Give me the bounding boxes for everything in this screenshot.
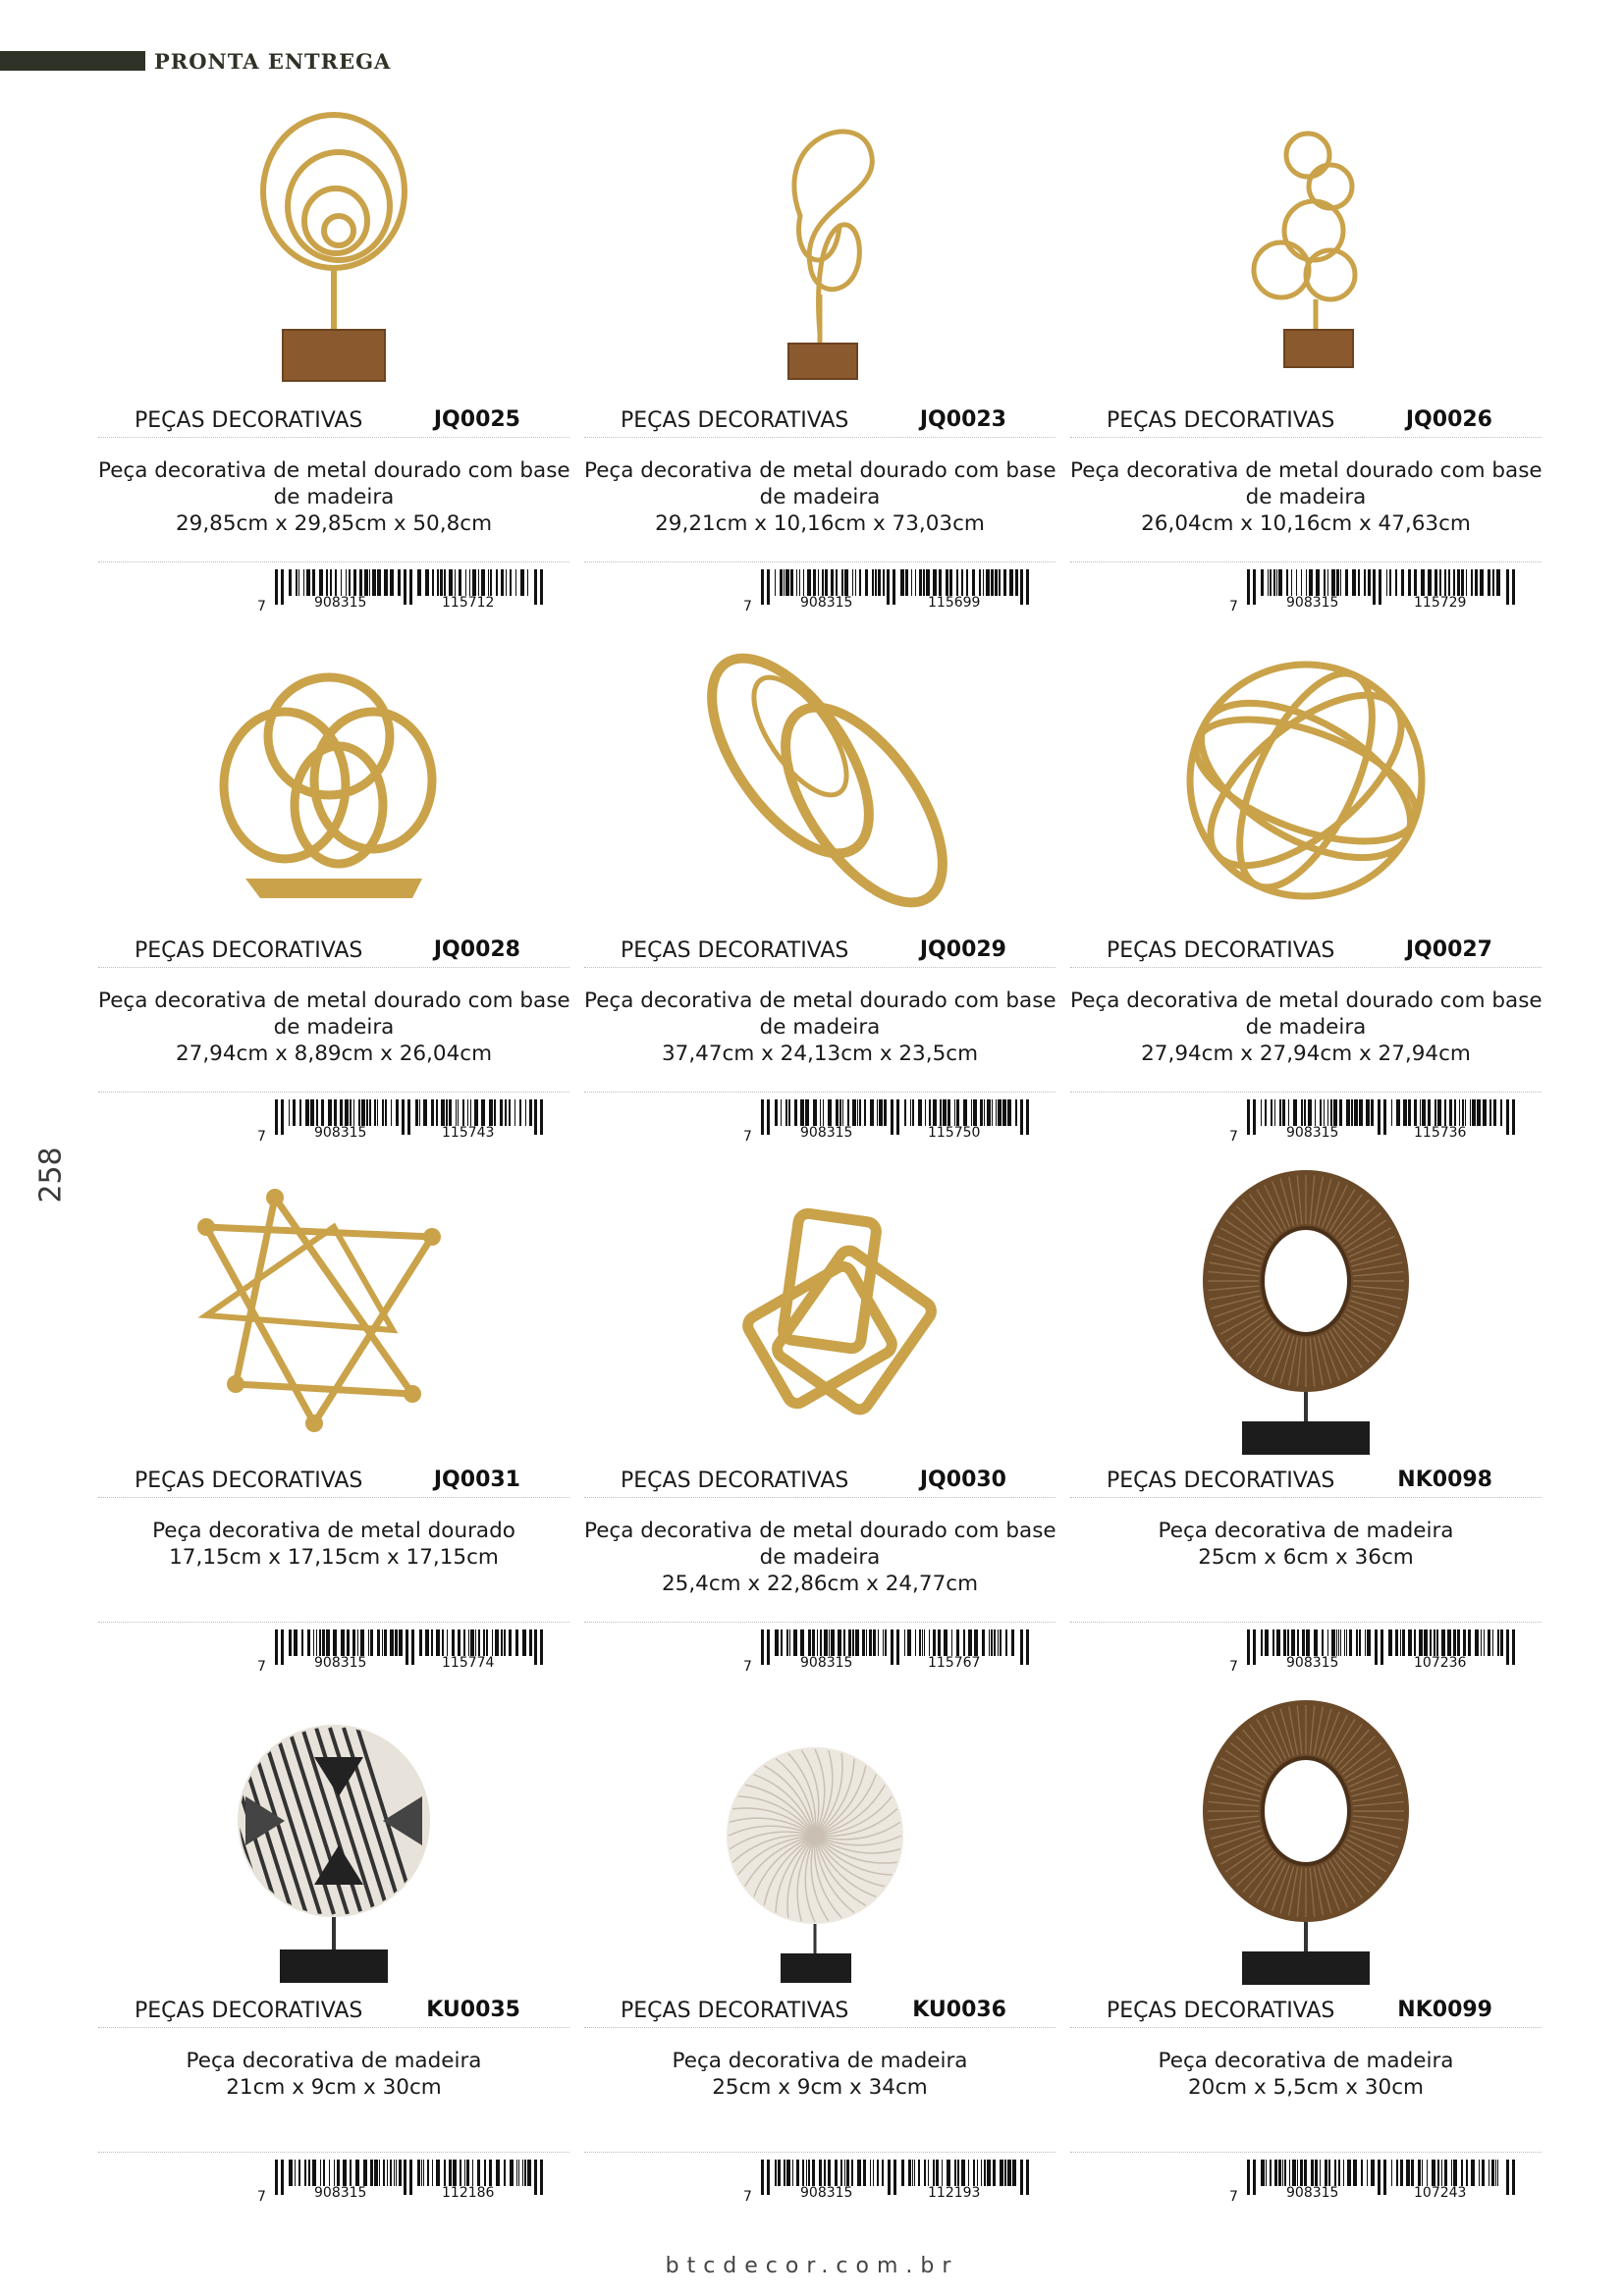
product-description — [98, 2048, 569, 2101]
gold-chain-rings-sculpture-icon — [1139, 98, 1473, 402]
product-image[interactable] — [1139, 628, 1473, 933]
product-description — [98, 457, 569, 537]
gold-square-knot-icon — [653, 1158, 987, 1463]
barcode-graphic — [1218, 2158, 1532, 2207]
product-image[interactable] — [1139, 98, 1473, 402]
footer-website[interactable]: btcdecor.com.br — [665, 2254, 959, 2278]
product-image[interactable] — [653, 628, 987, 933]
product-desc-line: de madeira — [759, 1545, 881, 1570]
divider — [584, 1497, 1056, 1498]
product-desc-line: Peça decorativa de metal dourado com base — [98, 458, 570, 483]
barcode-prefix: 7 — [1229, 1129, 1238, 1145]
product-barcode — [731, 2158, 1046, 2207]
product-category: PEÇAS DECORATIVAS — [1107, 408, 1335, 433]
barcode-right-digits: 107243 — [1414, 2185, 1467, 2201]
product-barcode — [731, 567, 1046, 616]
barcode-left-digits: 908315 — [800, 1125, 853, 1141]
product-barcode — [731, 1628, 1046, 1677]
barcode-prefix: 7 — [1229, 1659, 1238, 1675]
product-card[interactable] — [98, 1158, 569, 1688]
product-image[interactable] — [167, 628, 501, 933]
divider — [584, 1092, 1056, 1093]
page-number — [29, 1148, 73, 1201]
product-card[interactable] — [98, 628, 569, 1158]
product-category: PEÇAS DECORATIVAS — [1107, 1999, 1335, 2023]
barcode-left-digits: 908315 — [314, 1125, 367, 1141]
wooden-ring-disc-icon — [1139, 1688, 1473, 1993]
product-desc-line: Peça decorativa de metal dourado com base — [1070, 458, 1543, 483]
barcode-prefix: 7 — [1229, 599, 1238, 614]
divider — [1070, 2152, 1542, 2153]
product-card[interactable] — [1070, 98, 1542, 628]
product-desc-line: Peça decorativa de metal dourado com base — [1070, 988, 1543, 1013]
product-category: PEÇAS DECORATIVAS — [621, 408, 849, 433]
barcode-prefix: 7 — [257, 599, 266, 614]
product-desc-line: Peça decorativa de metal dourado — [152, 1519, 515, 1543]
barcode-left-digits: 908315 — [1286, 2185, 1339, 2201]
product-desc-line: 17,15cm x 17,15cm x 17,15cm — [169, 1545, 499, 1570]
product-card[interactable] — [1070, 1158, 1542, 1688]
product-desc-line: Peça decorativa de metal dourado com base — [584, 1519, 1056, 1543]
barcode-left-digits: 908315 — [800, 2185, 853, 2201]
barcode-graphic — [245, 567, 560, 616]
divider — [1070, 1497, 1542, 1498]
barcode-right-digits: 115767 — [928, 1655, 981, 1671]
product-barcode — [1218, 2158, 1532, 2207]
product-image[interactable] — [167, 98, 501, 402]
product-category: PEÇAS DECORATIVAS — [621, 1999, 849, 2023]
divider — [1070, 967, 1542, 968]
divider — [1070, 437, 1542, 438]
product-description — [584, 988, 1056, 1067]
product-code: JQ0025 — [433, 407, 520, 432]
product-card[interactable] — [98, 1688, 569, 2218]
divider — [98, 1497, 569, 1498]
product-card[interactable] — [1070, 1688, 1542, 2218]
product-code: NK0099 — [1397, 1998, 1492, 2022]
barcode-left-digits: 908315 — [314, 595, 367, 611]
product-card[interactable] — [584, 1688, 1056, 2218]
barcode-graphic — [731, 567, 1046, 616]
product-barcode — [731, 1097, 1046, 1147]
product-description — [1070, 1518, 1542, 1571]
product-category: PEÇAS DECORATIVAS — [135, 408, 363, 433]
barcode-prefix: 7 — [743, 599, 752, 614]
product-desc-line: Peça decorativa de metal dourado com base — [98, 988, 570, 1013]
product-description — [584, 2048, 1056, 2101]
product-desc-line: 27,94cm x 8,89cm x 26,04cm — [175, 1041, 493, 1066]
product-image[interactable] — [653, 1158, 987, 1463]
barcode-prefix: 7 — [743, 1129, 752, 1145]
barcode-right-digits: 115736 — [1414, 1125, 1467, 1141]
barcode-left-digits: 908315 — [800, 595, 853, 611]
product-desc-line: Peça decorativa de madeira — [1158, 2049, 1454, 2073]
white-carved-disc-icon — [653, 1688, 987, 1993]
product-desc-line: 29,85cm x 29,85cm x 50,8cm — [175, 511, 493, 536]
product-image[interactable] — [1139, 1158, 1473, 1463]
product-description — [1070, 988, 1542, 1067]
product-card[interactable] — [584, 98, 1056, 628]
product-description — [98, 988, 569, 1067]
barcode-left-digits: 908315 — [314, 1655, 367, 1671]
barcode-right-digits: 115699 — [928, 595, 981, 611]
product-desc-line: 20cm x 5,5cm x 30cm — [1188, 2075, 1424, 2100]
divider — [98, 1622, 569, 1623]
product-description — [1070, 2048, 1542, 2101]
product-desc-line: de madeira — [273, 485, 395, 509]
product-desc-line: 26,04cm x 10,16cm x 47,63cm — [1141, 511, 1471, 536]
barcode-prefix: 7 — [743, 1659, 752, 1675]
barcode-graphic — [1218, 567, 1532, 616]
divider — [584, 2152, 1056, 2153]
barcode-right-digits: 107236 — [1414, 1655, 1467, 1671]
product-barcode — [1218, 1097, 1532, 1147]
product-desc-line: Peça decorativa de madeira — [1158, 1519, 1454, 1543]
product-desc-line: 27,94cm x 27,94cm x 27,94cm — [1141, 1041, 1471, 1066]
divider — [98, 967, 569, 968]
gold-rings-sculpture-icon — [167, 98, 501, 402]
product-image[interactable] — [653, 98, 987, 402]
product-desc-line: Peça decorativa de madeira — [672, 2049, 968, 2073]
gold-loop-sculpture-icon — [653, 98, 987, 402]
product-category: PEÇAS DECORATIVAS — [135, 1468, 363, 1493]
product-code: KU0035 — [426, 1998, 520, 2022]
product-barcode — [1218, 567, 1532, 616]
barcode-graphic — [245, 2158, 560, 2207]
barcode-graphic — [245, 1097, 560, 1147]
product-code: NK0098 — [1397, 1468, 1492, 1492]
divider — [584, 1622, 1056, 1623]
divider — [1070, 1092, 1542, 1093]
product-desc-line: 21cm x 9cm x 30cm — [226, 2075, 442, 2100]
gold-interlocked-rings-icon — [167, 628, 501, 933]
product-desc-line: 25,4cm x 22,86cm x 24,77cm — [661, 1572, 979, 1596]
product-desc-line: Peça decorativa de metal dourado com base — [584, 988, 1056, 1013]
divider — [584, 437, 1056, 438]
product-image[interactable] — [653, 1688, 987, 1993]
product-card[interactable] — [1070, 628, 1542, 1158]
section-header — [0, 49, 432, 74]
product-barcode — [245, 1097, 560, 1147]
product-card[interactable] — [584, 1158, 1056, 1688]
product-code: JQ0031 — [433, 1468, 520, 1492]
product-desc-line: de madeira — [759, 485, 881, 509]
product-card[interactable] — [98, 98, 569, 628]
product-category: PEÇAS DECORATIVAS — [621, 1468, 849, 1493]
product-image[interactable] — [1139, 1688, 1473, 1993]
divider — [98, 2027, 569, 2028]
product-category: PEÇAS DECORATIVAS — [135, 1999, 363, 2023]
divider — [98, 2152, 569, 2153]
barcode-graphic — [245, 1628, 560, 1677]
barcode-graphic — [731, 1628, 1046, 1677]
product-category: PEÇAS DECORATIVAS — [1107, 1468, 1335, 1493]
gold-star-sculpture-icon — [167, 1158, 501, 1463]
product-desc-line: Peça decorativa de madeira — [186, 2049, 482, 2073]
product-code: JQ0023 — [919, 407, 1006, 432]
product-desc-line: de madeira — [1245, 485, 1367, 509]
barcode-right-digits: 112186 — [442, 2185, 495, 2201]
product-barcode — [245, 567, 560, 616]
product-code: KU0036 — [912, 1998, 1006, 2022]
barcode-prefix: 7 — [1229, 2189, 1238, 2205]
divider — [98, 1092, 569, 1093]
divider — [98, 561, 569, 562]
product-description — [1070, 457, 1542, 537]
product-code: JQ0028 — [433, 937, 520, 962]
product-code: JQ0027 — [1405, 937, 1492, 962]
product-barcode — [1218, 1628, 1532, 1677]
barcode-prefix: 7 — [257, 2189, 266, 2205]
page-number-text: 258 — [33, 1147, 69, 1203]
product-desc-line: de madeira — [1245, 1015, 1367, 1040]
barcode-right-digits: 115774 — [442, 1655, 495, 1671]
barcode-left-digits: 908315 — [1286, 1125, 1339, 1141]
barcode-left-digits: 908315 — [314, 2185, 367, 2201]
divider — [584, 967, 1056, 968]
barcode-graphic — [731, 1097, 1046, 1147]
product-category: PEÇAS DECORATIVAS — [135, 938, 363, 963]
divider — [584, 561, 1056, 562]
barcode-right-digits: 115743 — [442, 1125, 495, 1141]
barcode-graphic — [1218, 1628, 1532, 1677]
product-desc-line: 25cm x 9cm x 34cm — [712, 2075, 928, 2100]
divider — [584, 2027, 1056, 2028]
header-accent-bar — [0, 51, 145, 71]
product-code: JQ0026 — [1405, 407, 1492, 432]
product-desc-line: Peça decorativa de metal dourado com base — [584, 458, 1056, 483]
barcode-prefix: 7 — [257, 1129, 266, 1145]
barcode-right-digits: 115712 — [442, 595, 495, 611]
barcode-graphic — [1218, 1097, 1532, 1147]
divider — [1070, 561, 1542, 562]
product-code: JQ0029 — [919, 937, 1006, 962]
barcode-left-digits: 908315 — [1286, 595, 1339, 611]
patterned-disc-icon — [167, 1688, 501, 1993]
barcode-right-digits: 112193 — [928, 2185, 981, 2201]
product-barcode — [245, 2158, 560, 2207]
product-description — [98, 1518, 569, 1571]
product-desc-line: de madeira — [759, 1015, 881, 1040]
barcode-prefix: 7 — [743, 2189, 752, 2205]
divider — [1070, 1622, 1542, 1623]
divider — [1070, 2027, 1542, 2028]
gold-orb-sculpture-icon — [1139, 628, 1473, 933]
product-description — [584, 457, 1056, 537]
barcode-left-digits: 908315 — [800, 1655, 853, 1671]
product-desc-line: 37,47cm x 24,13cm x 23,5cm — [661, 1041, 979, 1066]
product-barcode — [245, 1628, 560, 1677]
product-desc-line: 25cm x 6cm x 36cm — [1198, 1545, 1414, 1570]
product-card[interactable] — [584, 628, 1056, 1158]
product-image[interactable] — [167, 1688, 501, 1993]
barcode-right-digits: 115729 — [1414, 595, 1467, 611]
product-description — [584, 1518, 1056, 1597]
barcode-left-digits: 908315 — [1286, 1655, 1339, 1671]
barcode-graphic — [731, 2158, 1046, 2207]
barcode-right-digits: 115750 — [928, 1125, 981, 1141]
product-image[interactable] — [167, 1158, 501, 1463]
product-desc-line: de madeira — [273, 1015, 395, 1040]
wooden-ring-disc-icon — [1139, 1158, 1473, 1463]
section-title: PRONTA ENTREGA — [154, 49, 392, 74]
gold-crossed-rings-icon — [653, 628, 987, 933]
product-desc-line: 29,21cm x 10,16cm x 73,03cm — [655, 511, 985, 536]
product-code: JQ0030 — [919, 1468, 1006, 1492]
divider — [98, 437, 569, 438]
barcode-prefix: 7 — [257, 1659, 266, 1675]
product-category: PEÇAS DECORATIVAS — [621, 938, 849, 963]
product-category: PEÇAS DECORATIVAS — [1107, 938, 1335, 963]
